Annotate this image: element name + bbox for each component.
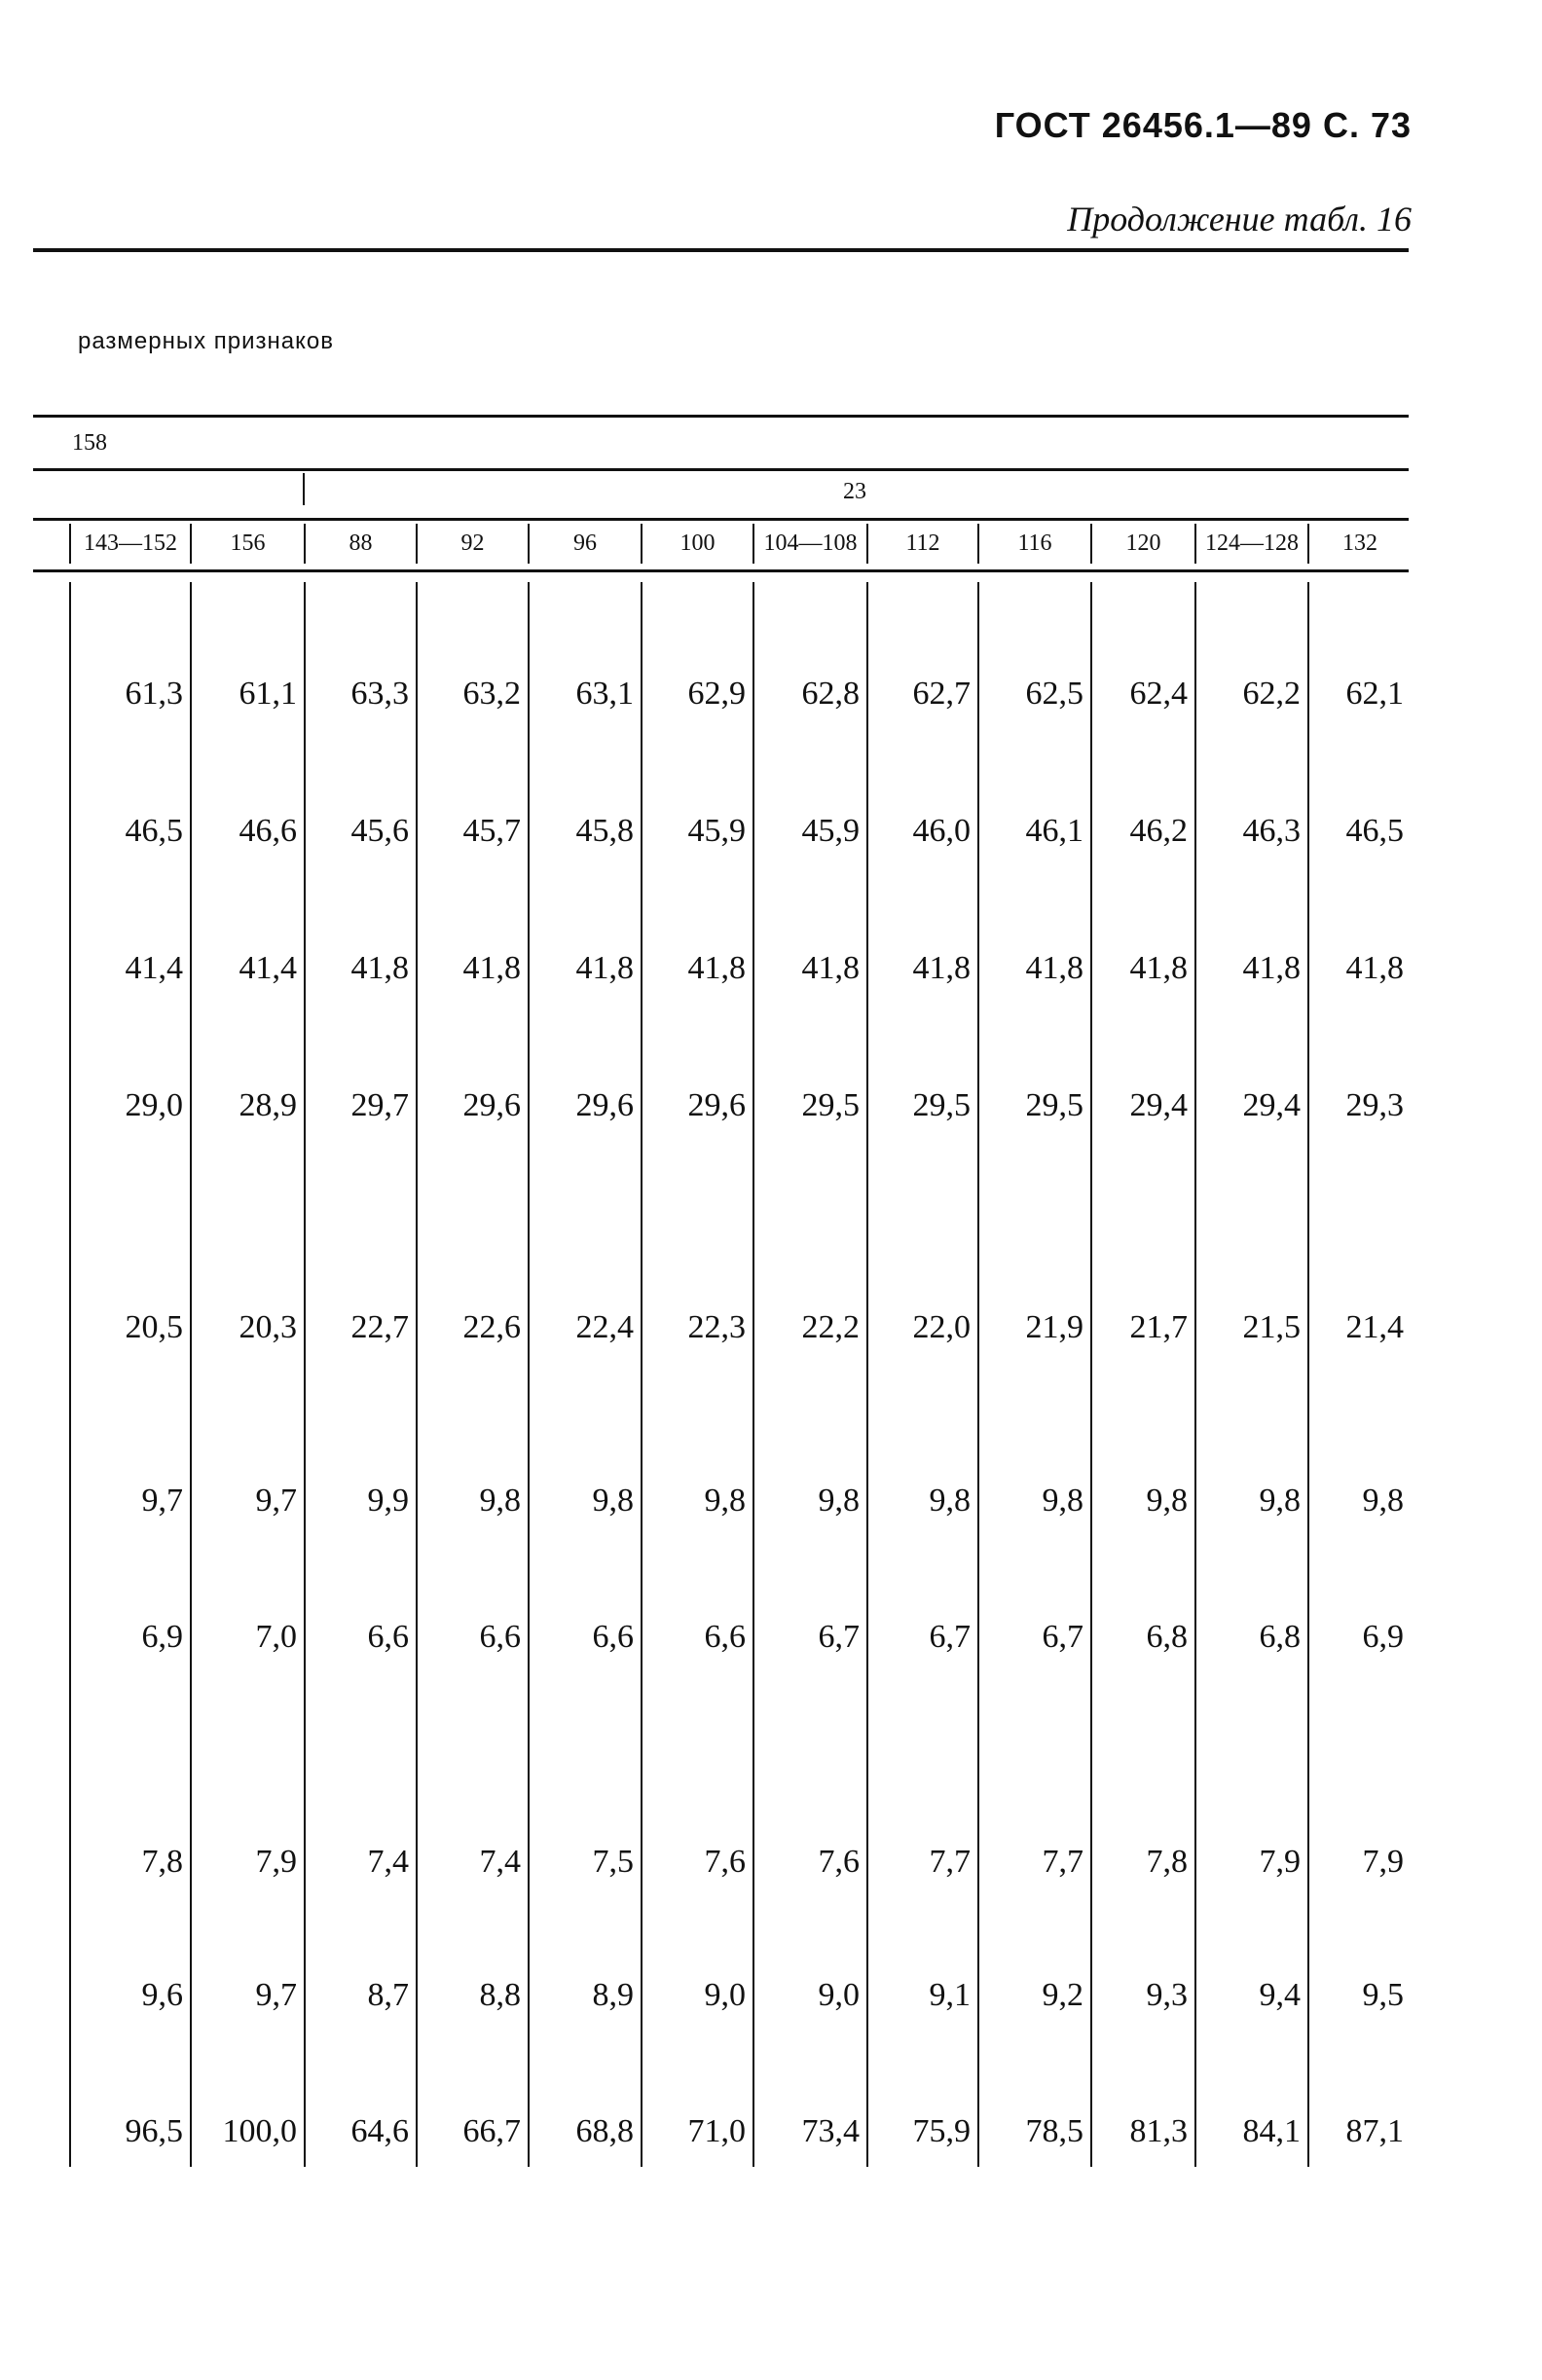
table-cell: 64,6: [350, 2113, 409, 2149]
column-header: 120: [1125, 531, 1161, 556]
table-cell: 41,8: [575, 950, 634, 986]
table-cell: 46,6: [239, 813, 297, 849]
table-cell: 9,7: [255, 1483, 297, 1519]
table-cell: 6,6: [479, 1619, 521, 1655]
table-cell: 45,9: [801, 813, 860, 849]
table-cell: 22,7: [350, 1309, 409, 1345]
subgroup-label: 23: [843, 479, 866, 504]
table-cell: 28,9: [239, 1087, 297, 1123]
table-cell: 63,3: [350, 676, 409, 712]
table-cell: 7,7: [929, 1844, 971, 1880]
table-cell: 29,7: [350, 1087, 409, 1123]
table-cell: 29,6: [687, 1087, 746, 1123]
table-cell: 7,8: [1146, 1844, 1188, 1880]
table-cell: 68,8: [575, 2113, 634, 2149]
table-cell: 61,3: [125, 676, 183, 712]
table-cell: 6,6: [367, 1619, 409, 1655]
table-cell: 45,8: [575, 813, 634, 849]
table-continuation-label: Продолжение табл. 16: [1067, 200, 1412, 238]
table-cell: 7,0: [255, 1619, 297, 1655]
table-cell: 87,1: [1345, 2113, 1404, 2149]
table-cell: 6,8: [1259, 1619, 1301, 1655]
table-cell: 7,5: [592, 1844, 634, 1880]
table-cell: 84,1: [1242, 2113, 1301, 2149]
table-cell: 41,8: [462, 950, 521, 986]
table-cell: 41,4: [125, 950, 183, 986]
table-cell: 8,9: [592, 1977, 634, 2013]
header-column-divider: [753, 524, 754, 564]
table-cell: 62,1: [1345, 676, 1404, 712]
table-cell: 62,7: [912, 676, 971, 712]
table-cell: 20,3: [239, 1309, 297, 1345]
table-cell: 63,2: [462, 676, 521, 712]
table-cell: 29,0: [125, 1087, 183, 1123]
table-cell: 7,9: [255, 1844, 297, 1880]
table-cell: 20,5: [125, 1309, 183, 1345]
table-cell: 62,2: [1242, 676, 1301, 712]
table-cell: 7,8: [141, 1844, 183, 1880]
table-cell: 9,7: [141, 1483, 183, 1519]
table-cell: 9,0: [704, 1977, 746, 2013]
table-cell: 46,1: [1025, 813, 1083, 849]
table-cell: 46,3: [1242, 813, 1301, 849]
table-cell: 45,6: [350, 813, 409, 849]
table-cell: 41,8: [1242, 950, 1301, 986]
table-cell: 21,4: [1345, 1309, 1404, 1345]
table-cell: 7,4: [367, 1844, 409, 1880]
table-cell: 41,8: [687, 950, 746, 986]
table-cell: 6,8: [1146, 1619, 1188, 1655]
table-cell: 6,7: [1042, 1619, 1083, 1655]
table-cell: 22,4: [575, 1309, 634, 1345]
table-cell: 41,8: [1129, 950, 1188, 986]
table-cell: 41,8: [912, 950, 971, 986]
table-cell: 29,5: [1025, 1087, 1083, 1123]
table-cell: 96,5: [125, 2113, 183, 2149]
table-cell: 29,6: [462, 1087, 521, 1123]
table-cell: 61,1: [239, 676, 297, 712]
table-cell: 22,3: [687, 1309, 746, 1345]
table-cell: 29,4: [1129, 1087, 1188, 1123]
table-cell: 9,9: [367, 1483, 409, 1519]
table-cell: 22,2: [801, 1309, 860, 1345]
table-cell: 9,4: [1259, 1977, 1301, 2013]
table-cell: 9,5: [1362, 1977, 1404, 2013]
table-cell: 62,5: [1025, 676, 1083, 712]
column-header: 132: [1342, 531, 1377, 556]
group-label: 158: [72, 430, 107, 456]
header-column-divider: [304, 524, 306, 564]
table-cell: 9,8: [818, 1483, 860, 1519]
table-top-rule: [33, 415, 1409, 418]
table-cell: 6,7: [818, 1619, 860, 1655]
column-header: 92: [460, 531, 485, 556]
table-cell: 7,9: [1362, 1844, 1404, 1880]
column-header: 88: [349, 531, 373, 556]
table-cell: 8,7: [367, 1977, 409, 2013]
page-header: ГОСТ 26456.1—89 С. 73: [994, 105, 1412, 145]
table-cell: 6,9: [141, 1619, 183, 1655]
header-column-divider: [641, 524, 642, 564]
subgroup-divider: [303, 473, 305, 505]
header-column-divider: [977, 524, 979, 564]
table-cell: 46,2: [1129, 813, 1188, 849]
table-cell: 21,5: [1242, 1309, 1301, 1345]
table-cell: 9,1: [929, 1977, 971, 2013]
table-cell: 41,8: [1345, 950, 1404, 986]
table-cell: 41,4: [239, 950, 297, 986]
table-cell: 81,3: [1129, 2113, 1188, 2149]
header-column-divider: [190, 524, 192, 564]
table-cell: 62,8: [801, 676, 860, 712]
header-column-divider: [1194, 524, 1196, 564]
table-cell: 71,0: [687, 2113, 746, 2149]
table-cell: 29,3: [1345, 1087, 1404, 1123]
table-cell: 9,7: [255, 1977, 297, 2013]
table-cell: 21,7: [1129, 1309, 1188, 1345]
header-bottom-rule: [33, 569, 1409, 572]
table-cell: 22,0: [912, 1309, 971, 1345]
table-cell: 45,9: [687, 813, 746, 849]
table-cell: 7,6: [704, 1844, 746, 1880]
group-rule: [33, 468, 1409, 471]
table-cell: 29,6: [575, 1087, 634, 1123]
table-cell: 9,8: [1146, 1483, 1188, 1519]
table-cell: 9,8: [1362, 1483, 1404, 1519]
header-column-divider: [866, 524, 868, 564]
table-cell: 62,4: [1129, 676, 1188, 712]
table-cell: 21,9: [1025, 1309, 1083, 1345]
table-cell: 7,9: [1259, 1844, 1301, 1880]
table-cell: 46,5: [125, 813, 183, 849]
table-cell: 6,9: [1362, 1619, 1404, 1655]
table-cell: 100,0: [222, 2113, 297, 2149]
table-cell: 9,3: [1146, 1977, 1188, 2013]
header-column-divider: [69, 524, 71, 564]
header-column-divider: [528, 524, 530, 564]
table-cell: 73,4: [801, 2113, 860, 2149]
table-cell: 41,8: [350, 950, 409, 986]
table-cell: 29,4: [1242, 1087, 1301, 1123]
table-cell: 66,7: [462, 2113, 521, 2149]
header-column-divider: [1307, 524, 1309, 564]
table-cell: 46,5: [1345, 813, 1404, 849]
table-cell: 63,1: [575, 676, 634, 712]
table-cell: 29,5: [801, 1087, 860, 1123]
table-cell: 46,0: [912, 813, 971, 849]
table-cell: 9,8: [1042, 1483, 1083, 1519]
column-header: 124—128: [1205, 531, 1299, 556]
table-cell: 6,7: [929, 1619, 971, 1655]
column-header: 112: [905, 531, 940, 556]
table-cell: 9,8: [704, 1483, 746, 1519]
header-column-divider: [416, 524, 418, 564]
table-cell: 9,6: [141, 1977, 183, 2013]
table-cell: 7,7: [1042, 1844, 1083, 1880]
column-header: 96: [573, 531, 597, 556]
column-header: 116: [1017, 531, 1052, 556]
table-cell: 22,6: [462, 1309, 521, 1345]
table-cell: 6,6: [704, 1619, 746, 1655]
subgroup-rule: [33, 518, 1409, 521]
column-header: 143—152: [84, 531, 177, 556]
table-cell: 45,7: [462, 813, 521, 849]
header-column-divider: [1090, 524, 1092, 564]
table-cell: 75,9: [912, 2113, 971, 2149]
table-cell: 9,8: [1259, 1483, 1301, 1519]
table-cell: 6,6: [592, 1619, 634, 1655]
table-cell: 7,4: [479, 1844, 521, 1880]
column-header: 104—108: [763, 531, 858, 556]
table-cell: 9,8: [929, 1483, 971, 1519]
table-cell: 9,8: [479, 1483, 521, 1519]
table-cell: 9,8: [592, 1483, 634, 1519]
table-cell: 29,5: [912, 1087, 971, 1123]
table-cell: 41,8: [1025, 950, 1083, 986]
table-cell: 9,0: [818, 1977, 860, 2013]
column-header: 156: [230, 531, 266, 556]
table-caption: размерных признаков: [78, 328, 335, 354]
table-cell: 7,6: [818, 1844, 860, 1880]
table-cell: 9,2: [1042, 1977, 1083, 2013]
table-cell: 78,5: [1025, 2113, 1083, 2149]
top-rule: [33, 248, 1409, 252]
table-cell: 41,8: [801, 950, 860, 986]
column-header: 100: [679, 531, 716, 556]
table-cell: 62,9: [687, 676, 746, 712]
table-cell: 8,8: [479, 1977, 521, 2013]
